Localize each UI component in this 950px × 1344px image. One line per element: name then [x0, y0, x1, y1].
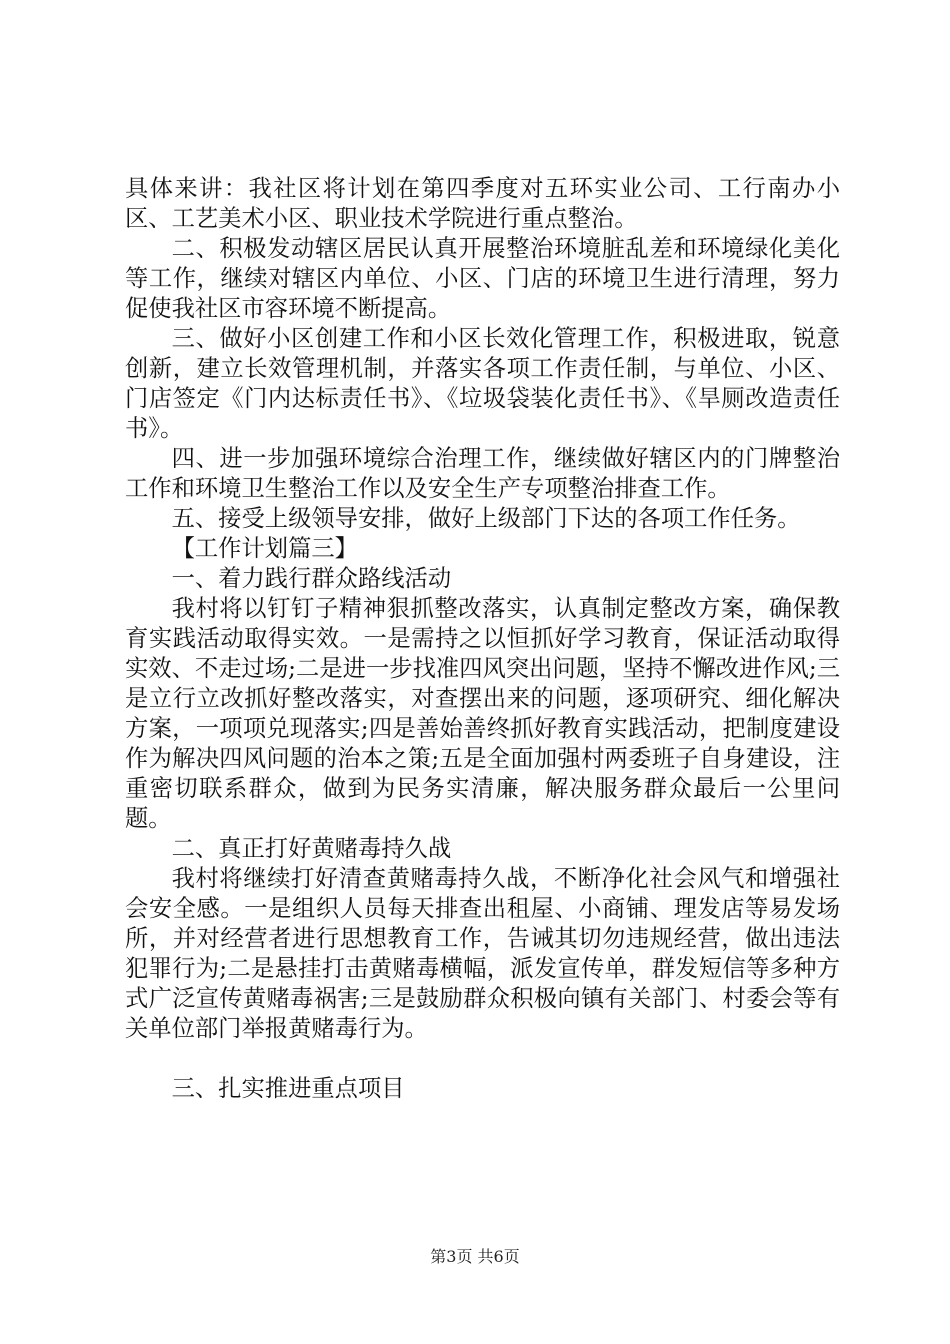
paragraph-item-three: 三、做好小区创建工作和小区长效化管理工作，积极进取，锐意创新，建立长效管理机制，并落实各项工作责任制，与单位、小区、门店签定《门内达标责任书》、《垃圾袋装化责任书》、《旱厕改造责任书》。: [125, 325, 840, 442]
blank-line: [125, 1044, 840, 1074]
paragraph-continuation: 具体来讲：我社区将计划在第四季度对五环实业公司、工行南办小区、工艺美术小区、职业技术学院进行重点整治。: [125, 175, 840, 232]
paragraph-mass-line: 我村将以钉钉子精神狠抓整改落实，认真制定整改方案，确保教育实践活动取得实效。一是需持之以恒抓好学习教育，保证活动取得实效、不走过场;二是进一步找准四风突出问题，坚持不懈改进作风;三是立行立改抓好整改落实，对查摆出来的问题，逐项研究、细化解决方案，一项项兑现落实;四是善始善终抓好教育实践活动，把制度建设作为解决四风问题的治本之策;五是全面加强村两委班子自身建设，注重密切联系群众，做到为民务实清廉，解决服务群众最后一公里问题。: [125, 595, 840, 832]
subheading-two: 二、真正打好黄赌毒持久战: [171, 835, 452, 862]
subheading-one: 一、着力践行群众路线活动: [171, 565, 452, 592]
page-footer: 第3页 共6页: [430, 1247, 520, 1266]
paragraph-anti-vice: 我村将继续打好清查黄赌毒持久战，不断净化社会风气和增强社会安全感。一是组织人员每天排查出租屋、小商铺、理发店等易发场所，并对经营者进行思想教育工作，告诫其切勿违规经营，做出违法犯罪行为;二是悬挂打击黄赌毒横幅，派发宣传单，群发短信等多种方式广泛宣传黄赌毒祸害;三是鼓励群众积极向镇有关部门、村委会等有关单位部门举报黄赌毒行为。: [125, 865, 840, 1042]
paragraph-item-five: 五、接受上级领导安排，做好上级部门下达的各项工作任务。: [171, 505, 801, 532]
subheading-three: 三、扎实推进重点项目: [171, 1075, 405, 1102]
paragraph-item-four: 四、进一步加强环境综合治理工作，继续做好辖区内的门牌整治工作和环境卫生整治工作以及安全生产专项整治排查工作。: [125, 445, 840, 502]
document-body: [125, 174, 840, 1104]
paragraph-item-two: 二、积极发动辖区居民认真开展整治环境脏乱差和环境绿化美化等工作，继续对辖区内单位、小区、门店的环境卫生进行清理，努力促使我社区市容环境不断提高。: [125, 235, 840, 322]
section-heading: 【工作计划篇三】: [171, 535, 358, 562]
